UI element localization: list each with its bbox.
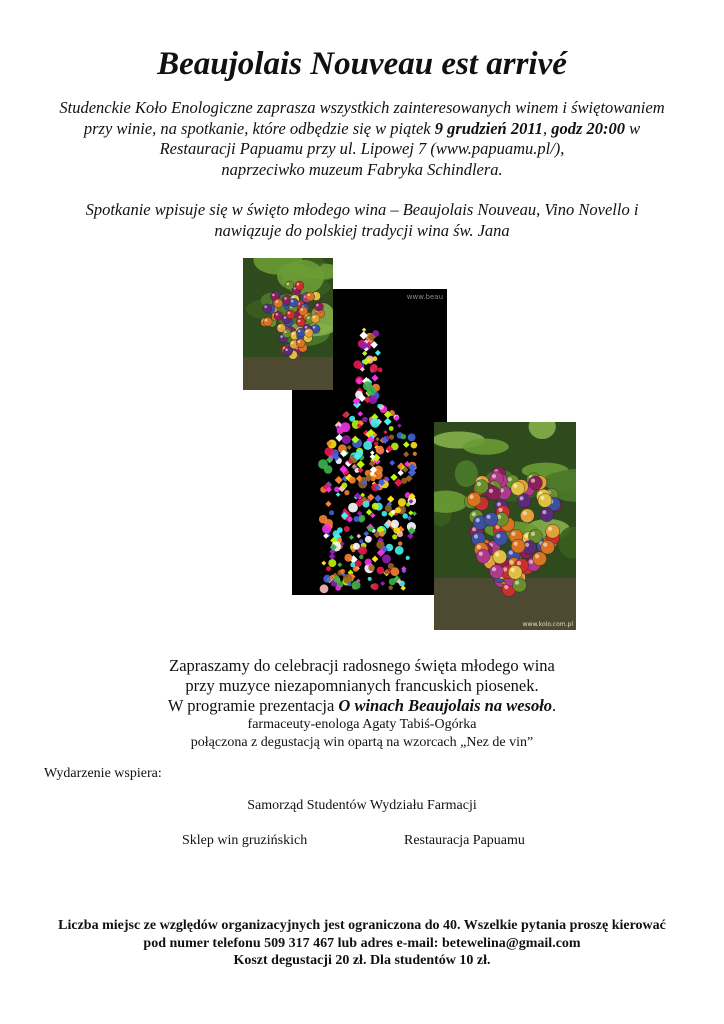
- invite-line-3: [60, 696, 664, 716]
- footer-line-3: Koszt degustacji 20 zł. Dla studentów 10 zł.: [233, 953, 491, 968]
- intro2-line-1: Spotkanie wpisuje się w święto młodego wina – Beaujolais Nouveau, Vino Novello i: [85, 200, 639, 219]
- invite-line-3-text: W programie prezentacja: [167, 696, 339, 715]
- intro-line-3: Restauracji Papuamu przy ul. Lipowej 7 (www.papuamu.pl/),: [159, 139, 565, 158]
- intro-line-2: [36, 119, 688, 140]
- grapes-watermark: www.kolo.com.pl: [522, 621, 573, 628]
- footer-info: [30, 917, 694, 970]
- intro-line-1: Studenckie Koło Enologiczne zaprasza wszystkich zainteresowanych winem i świętowaniem: [59, 98, 665, 117]
- intro-line-2-text: przy winie, na spotkanie, które odbędzie się w piątek: [83, 118, 435, 138]
- sponsor-wine-shop: Sklep win gruzińskich: [182, 833, 308, 848]
- presentation-title: O winach Beaujolais na wesoło: [338, 696, 553, 715]
- invite-line-5: połączona z degustacją win opartą na wzorcach „Nez de vin”: [190, 735, 534, 750]
- invitation-block: [60, 656, 664, 752]
- intro-paragraph-2: [36, 200, 688, 241]
- grapes-image-large: [434, 422, 576, 630]
- intro2-line-2: nawiązuje do polskiej tradycji wina św. Jana: [214, 220, 510, 240]
- intro-line-4: naprzeciwko muzeum Fabryka Schindlera.: [221, 159, 503, 179]
- footer-line-2: pod numer telefonu 509 317 467 lub adres e-mail: betewelina@gmail.com: [143, 935, 581, 951]
- page-title: Beaujolais Nouveau est arrivé: [157, 46, 567, 82]
- bottle-watermark: www.beau: [406, 293, 443, 301]
- invite-line-2: przy muzyce niezapomnianych francuskich piosenek.: [185, 676, 539, 695]
- event-time: godz 20:00: [551, 118, 625, 138]
- event-date: 9 grudzień 2011: [434, 118, 543, 138]
- grapes-photo-small: [243, 258, 333, 390]
- invite-line-3-end: .: [552, 696, 557, 715]
- grapes-image-small: [243, 258, 333, 390]
- footer-line-1: Liczba miejsc ze względów organizacyjnych jest ograniczona do 40. Wszelkie pytania proszę kierować: [58, 918, 666, 933]
- intro-comma: ,: [542, 118, 552, 138]
- grapes-photo-large: [434, 422, 576, 630]
- intro-paragraph: [36, 98, 688, 180]
- sponsor-restaurant: Restauracja Papuamu: [404, 833, 525, 848]
- intro-line-2-end: w: [624, 118, 641, 138]
- invite-line-1: Zapraszamy do celebracji radosnego święta młodego wina: [169, 656, 555, 675]
- sponsor-student-council: Samorząd Studentów Wydziału Farmacji: [247, 798, 477, 813]
- support-label: Wydarzenie wspiera:: [44, 766, 162, 781]
- invite-line-4: farmaceuty-enologa Agaty Tabiś-Ogórka: [247, 717, 477, 732]
